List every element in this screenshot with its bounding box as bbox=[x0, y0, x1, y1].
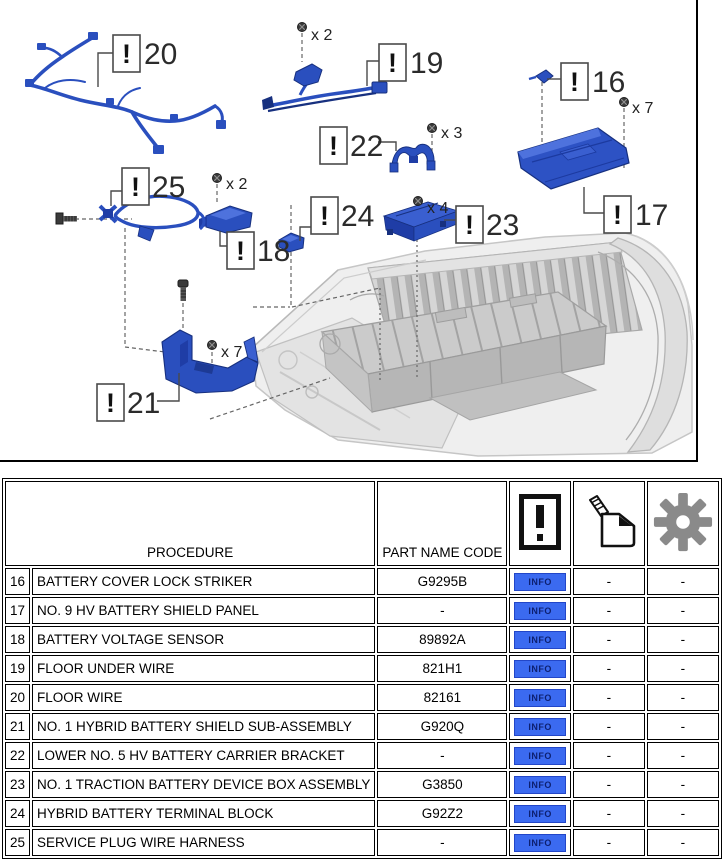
procedure-cell: NO. 9 HV BATTERY SHIELD PANEL bbox=[32, 597, 375, 624]
svg-text:!: ! bbox=[236, 236, 245, 266]
svg-text:x 4: x 4 bbox=[427, 200, 449, 217]
table-row bbox=[5, 713, 719, 740]
procedure-cell: BATTERY VOLTAGE SENSOR bbox=[32, 626, 375, 653]
svg-text:x 3: x 3 bbox=[441, 125, 463, 142]
oil-cell: - bbox=[573, 713, 645, 740]
part-name-code-cell: G920Q bbox=[377, 713, 507, 740]
svg-text:22: 22 bbox=[350, 130, 384, 163]
procedure-cell: NO. 1 HYBRID BATTERY SHIELD SUB-ASSEMBLY bbox=[32, 713, 375, 740]
procedure-cell: NO. 1 TRACTION BATTERY DEVICE BOX ASSEMBLY bbox=[32, 771, 375, 798]
part-18-voltage-sensor bbox=[199, 206, 252, 233]
oil-can-icon bbox=[578, 494, 640, 550]
gear-cell: - bbox=[647, 626, 719, 653]
caution-icon bbox=[518, 493, 562, 551]
svg-text:!: ! bbox=[465, 210, 474, 240]
bolt-icon-horizontal bbox=[56, 213, 77, 224]
info-cell bbox=[509, 626, 571, 653]
table-row bbox=[5, 742, 719, 769]
part-name-code-header: PART NAME CODE bbox=[377, 481, 507, 566]
svg-text:!: ! bbox=[613, 200, 622, 230]
part-22-carrier-bracket bbox=[390, 144, 435, 172]
svg-text:x 7: x 7 bbox=[632, 100, 654, 117]
parts-table-header-row bbox=[5, 481, 719, 566]
bolt-icon-vertical bbox=[178, 280, 188, 301]
info-button[interactable]: INFO bbox=[514, 573, 566, 591]
gear-cell: - bbox=[647, 568, 719, 595]
svg-text:18: 18 bbox=[257, 235, 291, 268]
table-row bbox=[5, 829, 719, 856]
procedure-header: PROCEDURE bbox=[5, 481, 375, 566]
info-cell bbox=[509, 800, 571, 827]
procedure-cell: HYBRID BATTERY TERMINAL BLOCK bbox=[32, 800, 375, 827]
svg-text:23: 23 bbox=[486, 209, 520, 242]
part-name-code-cell: 82161 bbox=[377, 684, 507, 711]
info-button[interactable]: INFO bbox=[514, 776, 566, 794]
callout-24[interactable] bbox=[311, 197, 374, 234]
row-number-cell: 23 bbox=[5, 771, 30, 798]
info-button[interactable]: INFO bbox=[514, 718, 566, 736]
info-cell bbox=[509, 742, 571, 769]
svg-text:16: 16 bbox=[592, 66, 626, 99]
oil-cell: - bbox=[573, 684, 645, 711]
oil-cell: - bbox=[573, 800, 645, 827]
procedure-cell: SERVICE PLUG WIRE HARNESS bbox=[32, 829, 375, 856]
row-number-cell: 25 bbox=[5, 829, 30, 856]
info-cell bbox=[509, 655, 571, 682]
table-row bbox=[5, 568, 719, 595]
procedure-cell: LOWER NO. 5 HV BATTERY CARRIER BRACKET bbox=[32, 742, 375, 769]
callout-21[interactable] bbox=[97, 384, 160, 421]
svg-text:!: ! bbox=[106, 388, 115, 418]
row-number-cell: 20 bbox=[5, 684, 30, 711]
oil-cell: - bbox=[573, 829, 645, 856]
svg-text:x 2: x 2 bbox=[311, 27, 333, 44]
callout-22[interactable] bbox=[320, 127, 383, 164]
svg-text:19: 19 bbox=[410, 47, 444, 80]
part-name-code-cell: 89892A bbox=[377, 626, 507, 653]
info-button[interactable]: INFO bbox=[514, 689, 566, 707]
gear-cell: - bbox=[647, 597, 719, 624]
callout-20[interactable] bbox=[113, 35, 177, 72]
part-21-battery-shield bbox=[162, 330, 258, 393]
svg-text:24: 24 bbox=[341, 200, 375, 233]
table-row bbox=[5, 684, 719, 711]
callout-16[interactable] bbox=[561, 63, 625, 100]
part-16-lock-striker bbox=[529, 70, 553, 83]
gear-cell: - bbox=[647, 829, 719, 856]
table-row bbox=[5, 800, 719, 827]
part-name-code-cell: G92Z2 bbox=[377, 800, 507, 827]
info-cell bbox=[509, 713, 571, 740]
part-name-code-cell: G9295B bbox=[377, 568, 507, 595]
callout-18[interactable] bbox=[227, 232, 290, 269]
part-name-code-cell: - bbox=[377, 597, 507, 624]
part-17-shield-panel bbox=[518, 128, 629, 189]
table-row bbox=[5, 771, 719, 798]
row-number-cell: 18 bbox=[5, 626, 30, 653]
row-number-cell: 16 bbox=[5, 568, 30, 595]
table-row bbox=[5, 626, 719, 653]
gear-cell: - bbox=[647, 713, 719, 740]
info-button[interactable]: INFO bbox=[514, 834, 566, 852]
part-name-code-cell: 821H1 bbox=[377, 655, 507, 682]
gear-column-header bbox=[647, 481, 719, 566]
svg-text:!: ! bbox=[122, 39, 131, 69]
callout-17[interactable] bbox=[604, 196, 668, 233]
table-row bbox=[5, 655, 719, 682]
svg-text:!: ! bbox=[570, 67, 579, 97]
parts-table bbox=[2, 478, 722, 859]
svg-text:x 7: x 7 bbox=[221, 344, 243, 361]
info-cell bbox=[509, 684, 571, 711]
oil-column-header bbox=[573, 481, 645, 566]
row-number-cell: 19 bbox=[5, 655, 30, 682]
oil-cell: - bbox=[573, 771, 645, 798]
oil-cell: - bbox=[573, 742, 645, 769]
part-name-code-cell: - bbox=[377, 742, 507, 769]
svg-text:!: ! bbox=[329, 131, 338, 161]
row-number-cell: 21 bbox=[5, 713, 30, 740]
svg-text:!: ! bbox=[388, 48, 397, 78]
svg-text:25: 25 bbox=[152, 171, 186, 204]
table-row bbox=[5, 597, 719, 624]
callout-25[interactable] bbox=[122, 168, 185, 205]
svg-text:!: ! bbox=[131, 172, 140, 202]
info-cell bbox=[509, 771, 571, 798]
info-button[interactable]: INFO bbox=[514, 805, 566, 823]
svg-text:20: 20 bbox=[144, 38, 178, 71]
svg-text:!: ! bbox=[320, 201, 329, 231]
gear-icon bbox=[652, 491, 714, 553]
procedure-cell: FLOOR WIRE bbox=[32, 684, 375, 711]
procedure-cell: BATTERY COVER LOCK STRIKER bbox=[32, 568, 375, 595]
gear-cell: - bbox=[647, 771, 719, 798]
row-number-cell: 22 bbox=[5, 742, 30, 769]
info-button[interactable]: INFO bbox=[514, 631, 566, 649]
part-name-code-cell: - bbox=[377, 829, 507, 856]
info-button[interactable]: INFO bbox=[514, 747, 566, 765]
oil-cell: - bbox=[573, 655, 645, 682]
part-name-code-cell: G3850 bbox=[377, 771, 507, 798]
callout-19[interactable] bbox=[379, 44, 443, 81]
info-button[interactable]: INFO bbox=[514, 660, 566, 678]
oil-cell: - bbox=[573, 626, 645, 653]
parts-table-body bbox=[5, 481, 719, 856]
gear-cell: - bbox=[647, 655, 719, 682]
row-number-cell: 17 bbox=[5, 597, 30, 624]
svg-text:21: 21 bbox=[127, 387, 161, 420]
svg-text:x 2: x 2 bbox=[226, 176, 248, 193]
gear-cell: - bbox=[647, 684, 719, 711]
gear-cell: - bbox=[647, 742, 719, 769]
info-cell bbox=[509, 597, 571, 624]
gear-cell: - bbox=[647, 800, 719, 827]
procedure-cell: FLOOR UNDER WIRE bbox=[32, 655, 375, 682]
caution-column-header bbox=[509, 481, 571, 566]
row-number-cell: 24 bbox=[5, 800, 30, 827]
oil-cell: - bbox=[573, 597, 645, 624]
vehicle-body-illustration bbox=[252, 233, 693, 456]
info-button[interactable]: INFO bbox=[514, 602, 566, 620]
oil-cell: - bbox=[573, 568, 645, 595]
info-cell bbox=[509, 568, 571, 595]
callout-23[interactable] bbox=[456, 206, 519, 243]
info-cell bbox=[509, 829, 571, 856]
part-19-floor-under-wire bbox=[262, 64, 387, 111]
svg-text:17: 17 bbox=[635, 199, 669, 232]
